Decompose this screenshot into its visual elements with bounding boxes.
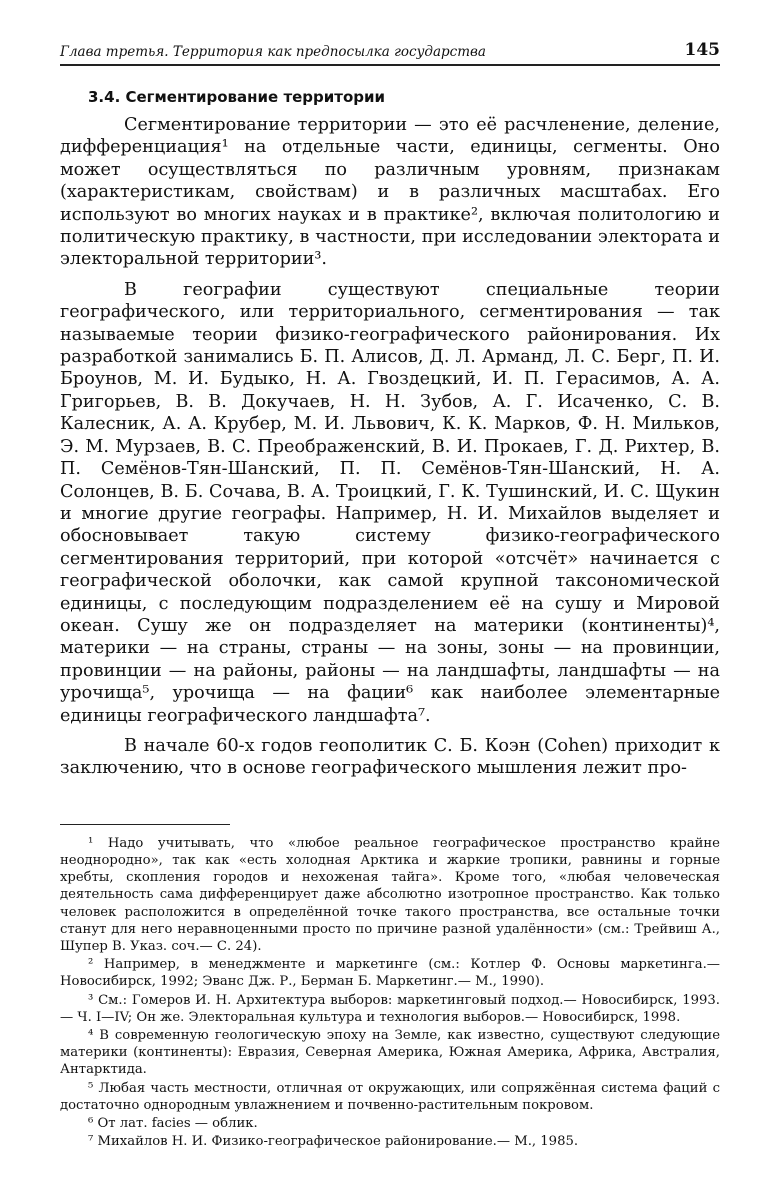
paragraph: В географии существуют специальные теории географического, или территориального, сегментирования — так называемые теории физико-географического районирования. Их разработкой занимались Б. П. Алисов, Д. Л. Арманд, Л. С. Берг, П. И. Броунов, М. И. Будыко, Н. А. Гвоздецкий, И. П. Герасимов, А. А. Григорьев, В. В. Докучаев, Н. Н. Зубов, А. Г. Исаченко, С. В. Калесник, А. А. Крубер, М. И. Львович, К. К. Марков, Ф. Н. Мильков, Э. М. Мурзаев, В. С. Преображенский, В. И. Прокаев, Г. Д. Рихтер, В. П. Семёнов-Тян-Шанский, П. П. Семёнов-Тян-Шанский, Н. А. Солонцев, В. Б. Сочава, В. А. Троицкий, Г. К. Тушинский, И. С. Щукин и многие другие географы. Например, Н. И. Михайлов выделяет и обосновывает такую систему физико-географического сегментирования территорий, при которой «отсчёт» начинается с географической оболочки, как самой крупной таксономической единицы, с последующим подразделением её на сушу и Мировой океан. Сушу же он подразделяет на материки (континенты)⁴, материки — на страны, страны — на зоны, зоны — на провинции, провинции — на районы, районы — на ландшафты, ландшафты — на урочища⁵, урочища — на фации⁶ как наиболее элементарные единицы географического ландшафта⁷.	[60, 279, 720, 726]
book-page	[60, 40, 720, 1151]
footnote: ² Например, в менеджменте и маркетинге (см.: Котлер Ф. Основы маркетинга.— Новосибирск, 1992; Эванс Дж. Р., Берман Б. Маркетинг.— М., 1990).	[60, 957, 720, 990]
main-text	[60, 114, 720, 780]
footnote: ⁷ Михайлов Н. И. Физико-географическое районирование.— М., 1985.	[88, 1134, 579, 1150]
footnote: ⁵ Любая часть местности, отличная от окружающих, или сопряжённая система фаций с достаточно однородным увлажнением и почвенно-растительным покровом.	[60, 1080, 720, 1113]
footnotes	[60, 835, 720, 1151]
footnote: ⁶ От лат. facies — облик.	[88, 1116, 258, 1132]
running-header	[60, 40, 720, 66]
running-title: Глава третья. Территория как предпосылка государства	[60, 44, 486, 60]
section-title: 3.4. Сегментирование территории	[88, 88, 386, 106]
footnote-separator	[60, 824, 230, 825]
footnote: ⁴ В современную геологическую эпоху на Земле, как известно, существуют следующие материки (континенты): Евразия, Северная Америка, Южная Америка, Африка, Австралия, Антарктида.	[60, 1028, 720, 1078]
paragraph: В начале 60-х годов геополитик С. Б. Коэн (Cohen) приходит к заключению, что в основе географического мышления лежит про-	[60, 735, 720, 779]
page-number: 145	[684, 40, 720, 60]
paragraph: Сегментирование территории — это её расчленение, деление, дифференциация¹ на отдельные части, единицы, сегменты. Оно может осуществляться по различным уровням, признакам (характеристикам, свойствам) и в различных масштабах. Его используют во многих науках и в практике², включая политологию и политическую практику, в частности, при исследовании электората и электоральной территории³.	[60, 115, 720, 270]
footnote: ¹ Надо учитывать, что «любое реальное географическое пространство крайне неоднородно», так как «есть холодная Арктика и жаркие тропики, равнины и горные хребты, скопления городов и нехоженая тайга». Кроме того, «любая человеческая деятельность сама дифференцирует даже абсолютно изотропное пространство. Как только человек расположится в определённой точке такого пространства, все остальные точки станут для него неравноценными просто по причине разной удалённости» (см.: Трейвиш А., Шупер В. Указ. соч.— С. 24).	[60, 835, 720, 954]
footnote: ³ См.: Гомеров И. Н. Архитектура выборов: маркетинговый подход.— Новосибирск, 1993.— Ч. I—IV; Он же. Электоральная культура и технология выборов.— Новосибирск, 1998.	[60, 992, 720, 1025]
